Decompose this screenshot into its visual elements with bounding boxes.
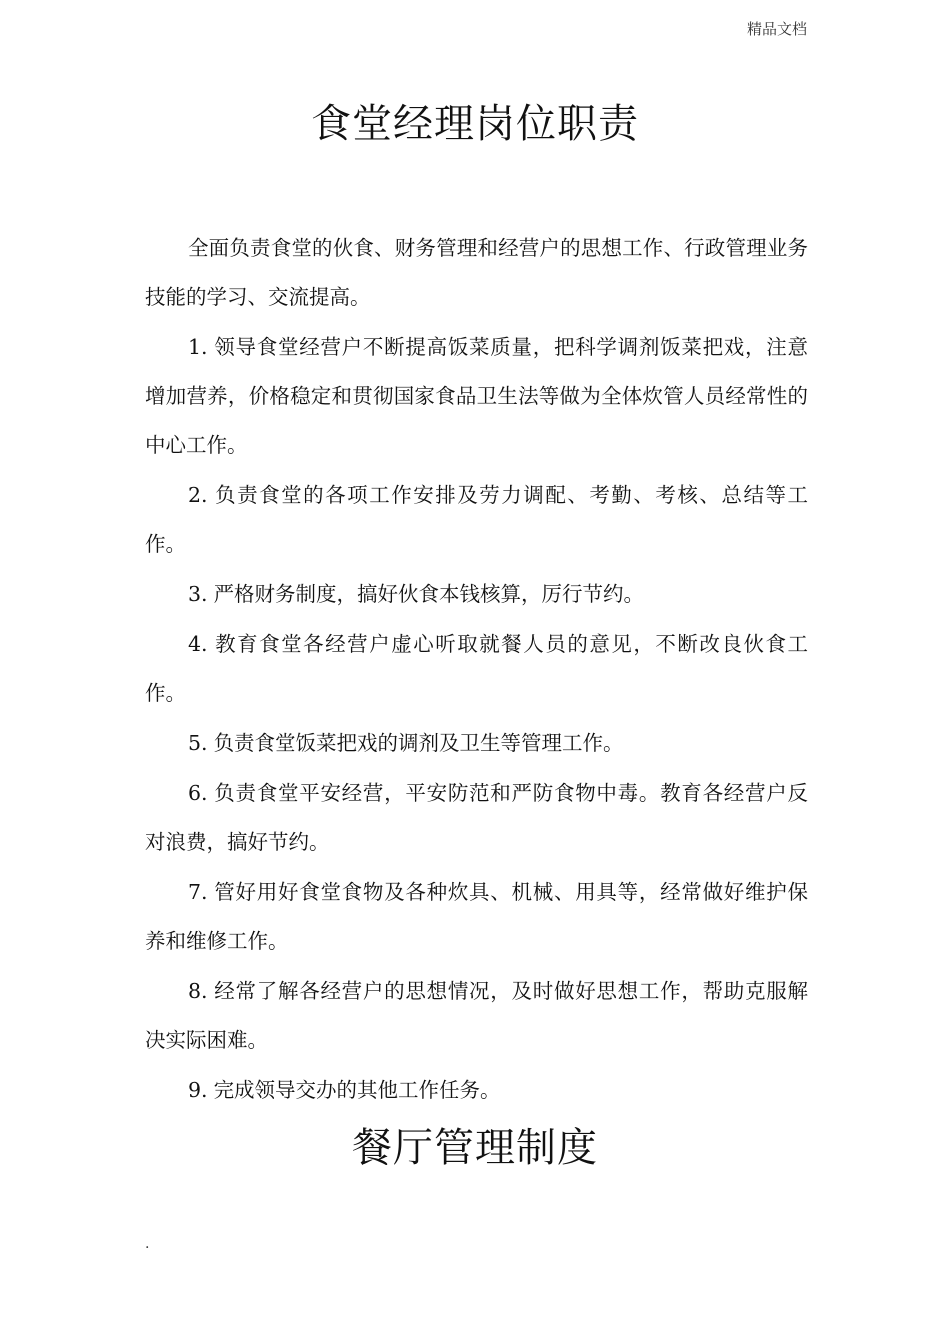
intro-paragraph: 全面负责食堂的伙食、财务管理和经营户的思想工作、行政管理业务技能的学习、交流提高。 <box>145 236 808 309</box>
item-number: 5. <box>188 731 208 755</box>
item-text: 严格财务制度，搞好伙食本钱核算，厉行节约。 <box>213 582 645 606</box>
document-body <box>145 224 808 1116</box>
list-item <box>145 323 808 470</box>
item-number: 3. <box>188 582 208 606</box>
section-title: 餐厅管理制度 <box>352 1125 598 1171</box>
item-text: 负责食堂饭菜把戏的调剂及卫生等管理工作。 <box>213 731 624 755</box>
list-item <box>145 471 808 569</box>
item-number: 9. <box>188 1078 208 1102</box>
item-number: 7. <box>188 880 208 904</box>
list-item <box>145 967 808 1065</box>
list-item <box>145 1066 808 1115</box>
item-text: 负责食堂的各项工作安排及劳力调配、考勤、考核、总结等工作。 <box>145 483 808 556</box>
page-title: 食堂经理岗位职责 <box>311 101 639 147</box>
list-item <box>145 868 808 966</box>
item-text: 完成领导交办的其他工作任务。 <box>213 1078 501 1102</box>
list-item <box>145 719 808 768</box>
item-text: 经常了解各经营户的思想情况，及时做好思想工作，帮助克服解决实际困难。 <box>145 979 808 1052</box>
item-text: 领导食堂经营户不断提高饭菜质量，把科学调剂饭菜把戏，注意增加营养，价格稳定和贯彻国家食品卫生法等做为全体炊管人员经常性的中心工作。 <box>145 335 808 457</box>
list-item <box>145 769 808 867</box>
item-number: 6. <box>188 781 208 805</box>
item-text: 负责食堂平安经营，平安防范和严防食物中毒。教育各经营户反对浪费，搞好节约。 <box>145 781 808 854</box>
item-number: 1. <box>188 335 208 359</box>
item-number: 4. <box>188 632 208 656</box>
footer-mark: . <box>145 1236 150 1252</box>
item-text: 教育食堂各经营户虚心听取就餐人员的意见，不断改良伙食工作。 <box>145 632 808 705</box>
list-item <box>145 620 808 718</box>
list-item <box>145 570 808 619</box>
item-number: 2. <box>188 483 208 507</box>
item-text: 管好用好食堂食物及各种炊具、机械、用具等，经常做好维护保养和维修工作。 <box>145 880 808 953</box>
item-number: 8. <box>188 979 208 1003</box>
header-mark: 精品文档 <box>746 20 807 38</box>
